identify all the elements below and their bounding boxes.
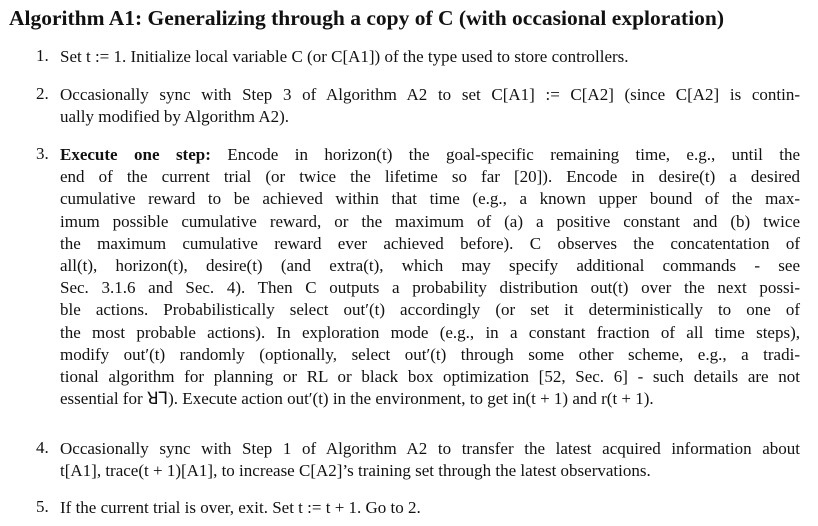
step-line: essential for ꓤꓶ). Execute action out′(t) in the environment, to get in(t + 1) and r(t + 1). bbox=[60, 389, 654, 409]
step-line: ble actions. Probabilistically select out′(t) accordingly (or set it deterministically to one of bbox=[60, 300, 800, 320]
step-number: 4. bbox=[36, 438, 49, 457]
step-line: cumulative reward to be achieved within that time (e.g., a known upper bound of the max- bbox=[60, 189, 800, 209]
step-number: 3. bbox=[36, 144, 49, 163]
step-number: 5. bbox=[36, 497, 49, 516]
step-text bbox=[60, 497, 800, 519]
step-line: Occasionally sync with Step 1 of Algorithm A2 to transfer the latest acquired information about bbox=[60, 439, 800, 458]
step-line: Occasionally sync with Step 3 of Algorithm A2 to set C[A1] := C[A2] (since C[A2] is contin- bbox=[60, 85, 800, 104]
step-line: ually modified by Algorithm A2). bbox=[60, 107, 290, 127]
step-line: all(t), horizon(t), desire(t) (and extra(t), which may specify additional commands - see bbox=[60, 256, 800, 276]
step-line: modify out′(t) randomly (optionally, select out′(t) through some other scheme, e.g., a tradi- bbox=[60, 344, 800, 364]
step-text bbox=[60, 46, 800, 68]
step-line: end of the current trial (or twice the lifetime so far [20]). Encode in desire(t) a desired bbox=[60, 167, 800, 187]
step-line: the maximum cumulative reward ever achieved before). C observes the concatentation of bbox=[60, 233, 800, 253]
step-text bbox=[60, 144, 800, 410]
step-line: the most probable actions). In exploration mode (e.g., in a constant fraction of all time steps), bbox=[60, 322, 800, 342]
step-line: imum possible cumulative reward, or the maximum of (a) a positive constant and (b) twice bbox=[60, 211, 800, 231]
step-line: Sec. 3.1.6 and Sec. 4). Then C outputs a probability distribution out(t) over the next possi- bbox=[60, 278, 800, 298]
step-line: Set t := 1. Initialize local variable C (or C[A1]) of the type used to store controllers. bbox=[60, 47, 629, 66]
algorithm-title: Algorithm A1: Generalizing through a copy of C (with occasional exploration) bbox=[9, 6, 725, 30]
step-text bbox=[60, 84, 800, 128]
step-line-rest: Encode in horizon(t) the goal-specific remaining time, e.g., until the bbox=[227, 145, 801, 164]
step-line: If the current trial is over, exit. Set t := t + 1. Go to 2. bbox=[60, 498, 421, 517]
step-line bbox=[60, 144, 800, 166]
step-bold-lead: Execute one step: bbox=[60, 145, 211, 164]
step-line: t[A1], trace(t + 1)[A1], to increase C[A2]’s training set through the latest observations. bbox=[60, 461, 651, 481]
step-number: 2. bbox=[36, 84, 49, 103]
step-line: tional algorithm for planning or RL or black box optimization [52, Sec. 6] - such details are not bbox=[60, 367, 800, 387]
step-text bbox=[60, 438, 800, 482]
step-number: 1. bbox=[36, 46, 49, 65]
